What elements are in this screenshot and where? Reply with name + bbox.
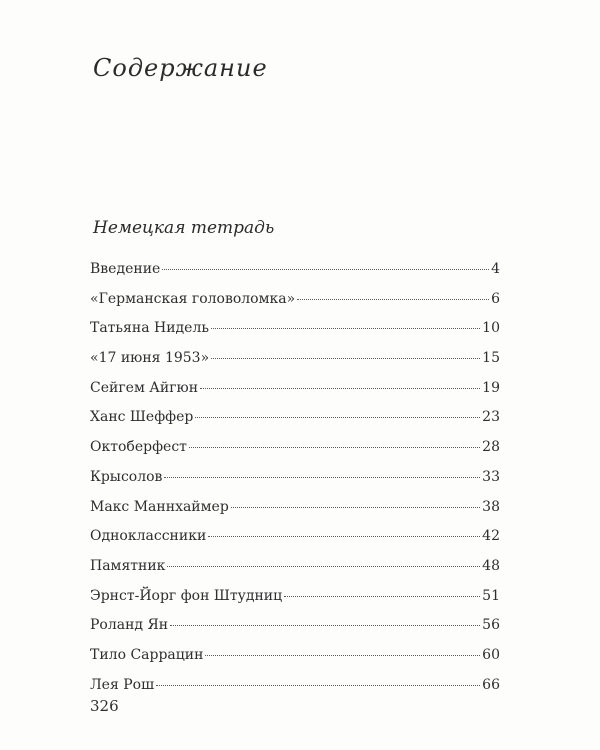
toc-entry-title: Введение (90, 261, 161, 277)
dot-leader (211, 358, 480, 359)
toc-entry-page: 19 (482, 379, 500, 396)
toc-entry-title: Тило Саррацин (90, 646, 204, 663)
toc-entry-title: Татьяна Нидель (90, 320, 209, 337)
dot-leader (284, 596, 480, 597)
page-title: Содержание (93, 54, 268, 82)
dot-leader (231, 507, 480, 508)
toc-entry-title: Лея Рош (90, 676, 155, 693)
toc-entry-page: 33 (482, 468, 500, 485)
toc-entry[interactable] (90, 439, 500, 469)
toc-entry[interactable] (90, 647, 500, 677)
toc-entry-page: 66 (482, 676, 500, 693)
toc-entry-page: 51 (482, 587, 500, 604)
section-title: Немецкая тетрадь (93, 218, 275, 238)
toc-entry-title: Памятник (90, 557, 166, 574)
toc-entry[interactable] (90, 617, 500, 647)
toc-entry-title: Октоберфест (90, 439, 187, 456)
toc-entry-title: «17 июня 1953» (90, 350, 210, 367)
dot-leader (208, 536, 480, 537)
toc-entry-page: 48 (482, 557, 500, 574)
toc-entry-title: Крысолов (90, 468, 163, 485)
toc-entry-title: Макс Маннхаймер (90, 498, 229, 515)
toc-entry[interactable] (90, 558, 500, 588)
toc-entry[interactable] (90, 291, 500, 321)
toc-entry-title: «Германская головоломка» (90, 290, 296, 307)
toc-entry-page: 56 (482, 617, 500, 634)
toc-entry-title: Эрнст-Йорг фон Штудниц (90, 587, 283, 604)
toc-entry[interactable] (90, 677, 500, 707)
toc-entry-page: 10 (482, 320, 500, 337)
toc-entry-page: 28 (482, 439, 500, 456)
toc-entry[interactable] (90, 409, 500, 439)
toc-entry[interactable] (90, 350, 500, 380)
toc-entry[interactable] (90, 469, 500, 499)
dot-leader (167, 566, 480, 567)
toc-entry-page: 4 (491, 261, 500, 277)
toc-entry-page: 23 (482, 409, 500, 426)
dot-leader (195, 417, 480, 418)
toc-entry-title: Ханс Шеффер (90, 409, 194, 426)
toc-entry-title: Роланд Ян (90, 617, 169, 634)
dot-leader (297, 299, 489, 300)
toc-entry-page: 42 (482, 528, 500, 545)
dot-leader (164, 477, 480, 478)
dot-leader (170, 625, 480, 626)
dot-leader (200, 388, 480, 389)
dot-leader (156, 685, 480, 686)
dot-leader (205, 655, 480, 656)
toc-entry[interactable] (90, 499, 500, 529)
toc-entry-page: 15 (482, 350, 500, 367)
toc-entry[interactable] (90, 588, 500, 618)
toc-entry[interactable] (90, 261, 500, 291)
toc-entry-title: Одноклассники (90, 528, 207, 545)
toc-entry-page: 60 (482, 646, 500, 663)
table-of-contents (90, 261, 500, 706)
toc-entry-title: Сейгем Айгюн (90, 379, 199, 396)
dot-leader (189, 447, 480, 448)
toc-entry-page: 38 (482, 498, 500, 515)
dot-leader (162, 269, 489, 270)
dot-leader (211, 328, 480, 329)
toc-entry[interactable] (90, 528, 500, 558)
toc-entry[interactable] (90, 320, 500, 350)
toc-entry[interactable] (90, 380, 500, 410)
toc-entry-page: 6 (491, 290, 500, 307)
page-number: 326 (90, 697, 119, 715)
